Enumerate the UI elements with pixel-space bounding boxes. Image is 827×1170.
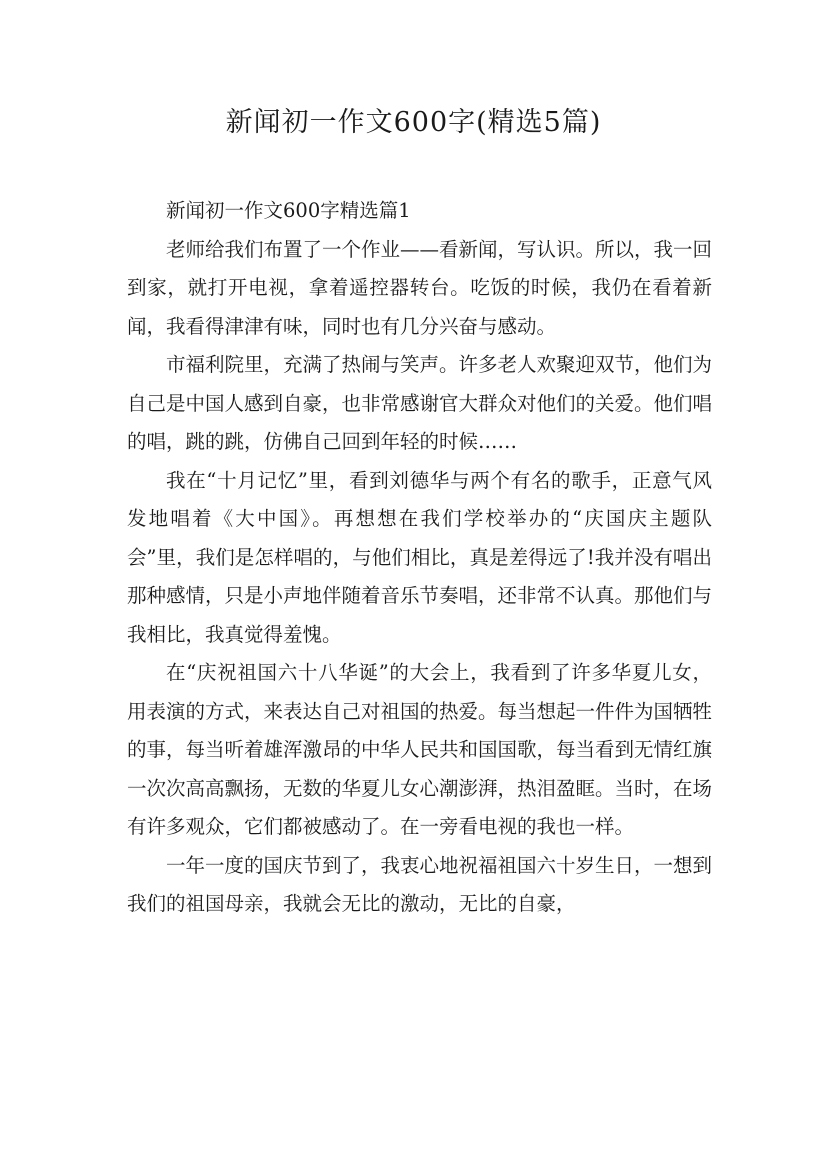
document-title: 新闻初一作文600字(精选5篇) bbox=[225, 107, 602, 138]
paragraph-4: 在“庆祝祖国六十八华诞”的大会上，我看到了许多华夏儿女，用表演的方式，来表达自己对祖国的热爱。每当想起一件件为国牺牲的事，每当听着雄浑激昂的中华人民共和国国歌，每当看到无情红旗一次次高高飘扬，无数的华夏儿女心潮澎湃，热泪盈眶。当时，在场有许多观众，它们都被感动了。在一旁看电视的我也一样。 bbox=[127, 661, 713, 838]
paragraph-5: 一年一度的国庆节到了，我衷心地祝福祖国六十岁生日，一想到我们的祖国母亲，我就会无比的激动，无比的自豪， bbox=[127, 853, 713, 915]
paragraph-3: 我在“十月记忆”里，看到刘德华与两个有名的歌手，正意气风发地唱着《大中国》。再想想在我们学校举办的“庆国庆主题队会”里，我们是怎样唱的，与他们相比，真是差得远了!我并没有唱出那种感情，只是小声地伴随着音乐节奏唱，还非常不认真。那他们与我相比，我真觉得羞愧。 bbox=[127, 468, 713, 646]
paragraph-1: 老师给我们布置了一个作业——看新闻，写认识。所以，我一回到家，就打开电视，拿着遥控器转台。吃饭的时候，我仍在看着新闻，我看得津津有味，同时也有几分兴奋与感动。 bbox=[127, 237, 713, 338]
paragraph-2: 市福利院里，充满了热闹与笑声。许多老人欢聚迎双节，他们为自己是中国人感到自豪，也非常感谢官大群众对他们的关爱。他们唱的唱，跳的跳，仿佛自己回到年轻的时候…… bbox=[127, 353, 713, 453]
document-body bbox=[127, 192, 712, 924]
section-heading: 新闻初一作文600字精选篇1 bbox=[166, 199, 411, 222]
